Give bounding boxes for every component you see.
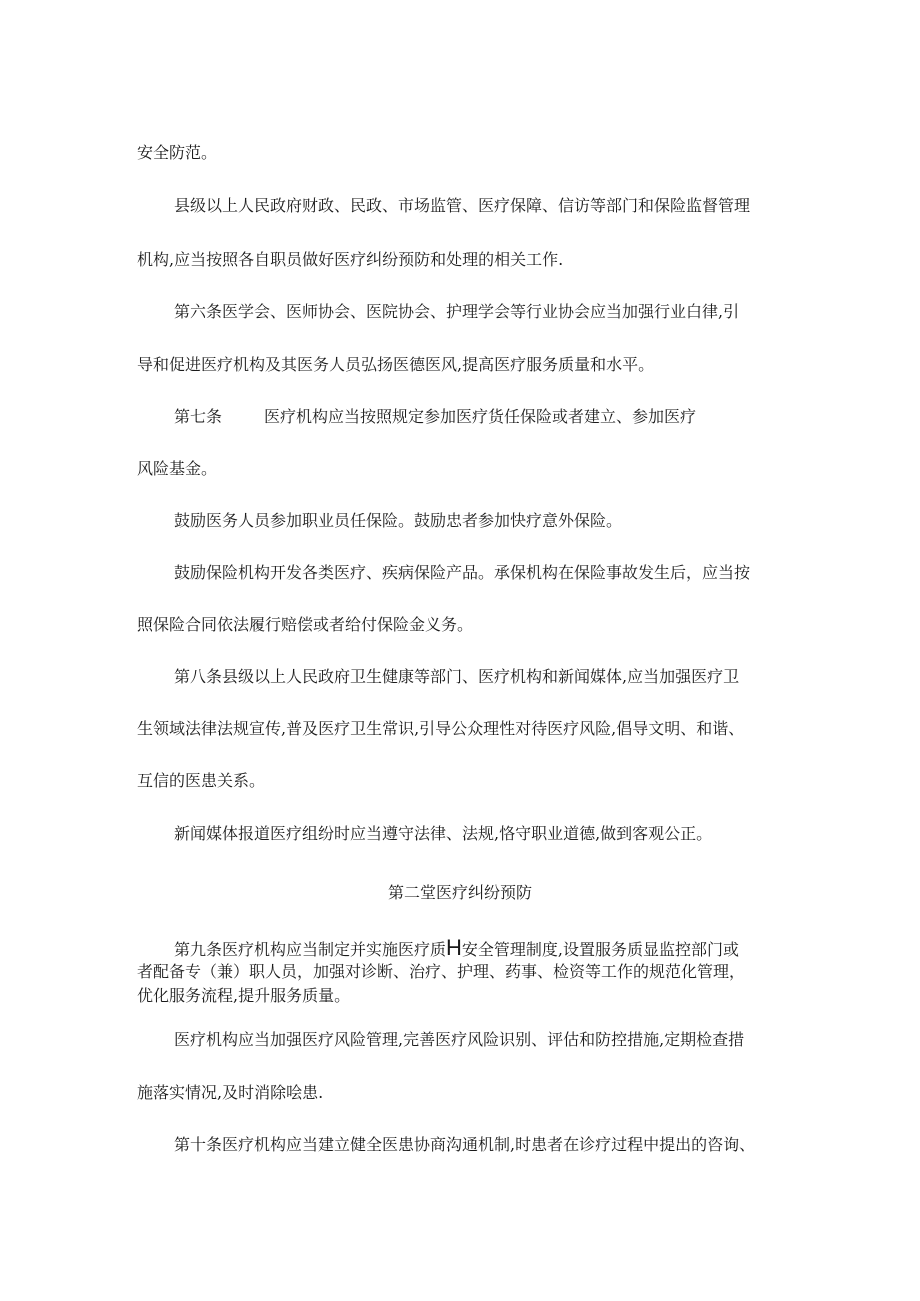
article-9-line (174, 935, 739, 960)
article-7-line (174, 407, 696, 427)
article-number: 第七条 (174, 407, 223, 426)
text-line: 优化服务流程,提升服务质量。 (137, 986, 351, 1005)
text-line: 互信的医患关系。 (137, 771, 266, 790)
text-line: 鼓励医务人员参加职业员任保险。鼓励忠者参加快疗意外保险。 (174, 511, 623, 530)
text-line: 机构,应当按照各自职员做好医疗纠纷预防和处理的相关工作. (137, 250, 564, 269)
text-line: 第六条医学会、医师协会、医院协会、护理学会等行业协会应当加强行业白律,引 (174, 302, 740, 321)
text-line: 安全防范。 (137, 143, 218, 162)
text-line: 者配备专（兼）职人员，加强对诊断、治疗、护理、药事、检资等工作的规范化管理， (137, 962, 746, 981)
text-line: 风险基金。 (137, 459, 218, 478)
text-line: 施落实情况,及时消除哙患. (137, 1083, 324, 1102)
article-9-large-letter: H (446, 935, 462, 960)
text-line: 新闻媒体报道医疗组纷时应当遵守法律、法规,恪守职业道德,做到客观公正。 (174, 824, 713, 843)
text-line: 导和促进医疗机构及其医务人员弘扬医德医风,提高医疗服务质量和水平。 (137, 355, 655, 374)
text-line: 照保险合同依法履行赔偿或者给付保险金义务。 (137, 615, 474, 634)
article-9-text-b: 安全管理制度,设置服务质显监控部门或 (461, 940, 739, 959)
text-line: 生领域法律法规宣传,普及医疗卫生常识,引导公众理性对待医疗风险,倡导文明、和谐、 (137, 719, 745, 738)
text-line: 县级以上人民政府财政、民政、市场监管、医疗保障、信访等部门和保险监督管理 (174, 196, 751, 215)
text-line: 第八条县级以上人民政府卫生健康等部门、医疗机构和新闻媒体,应当加强医疗卫 (174, 667, 740, 686)
text-line: 第十条医疗机构应当建立健全医患协商沟通机制,时患者在诊疗过程中提出的咨询、 (174, 1135, 756, 1154)
chapter-heading: 第二堂医疗纠纷预防 (387, 883, 532, 902)
text-line: 医疗机构应当加强医疗风险管理,完善医疗风险识别、评估和防控措施,定期检查措 (174, 1030, 745, 1049)
text-line: 鼓励保险机构开发各类医疗、疾病保险产品。承保机构在保险事故发生后，应当按 (174, 563, 751, 582)
article-9-text-a: 第九条医疗机构应当制定并实施医疗质 (174, 940, 447, 959)
article-text: 医疗机构应当按照规定参加医疗货任保险或者建立、参加医疗 (264, 407, 697, 426)
